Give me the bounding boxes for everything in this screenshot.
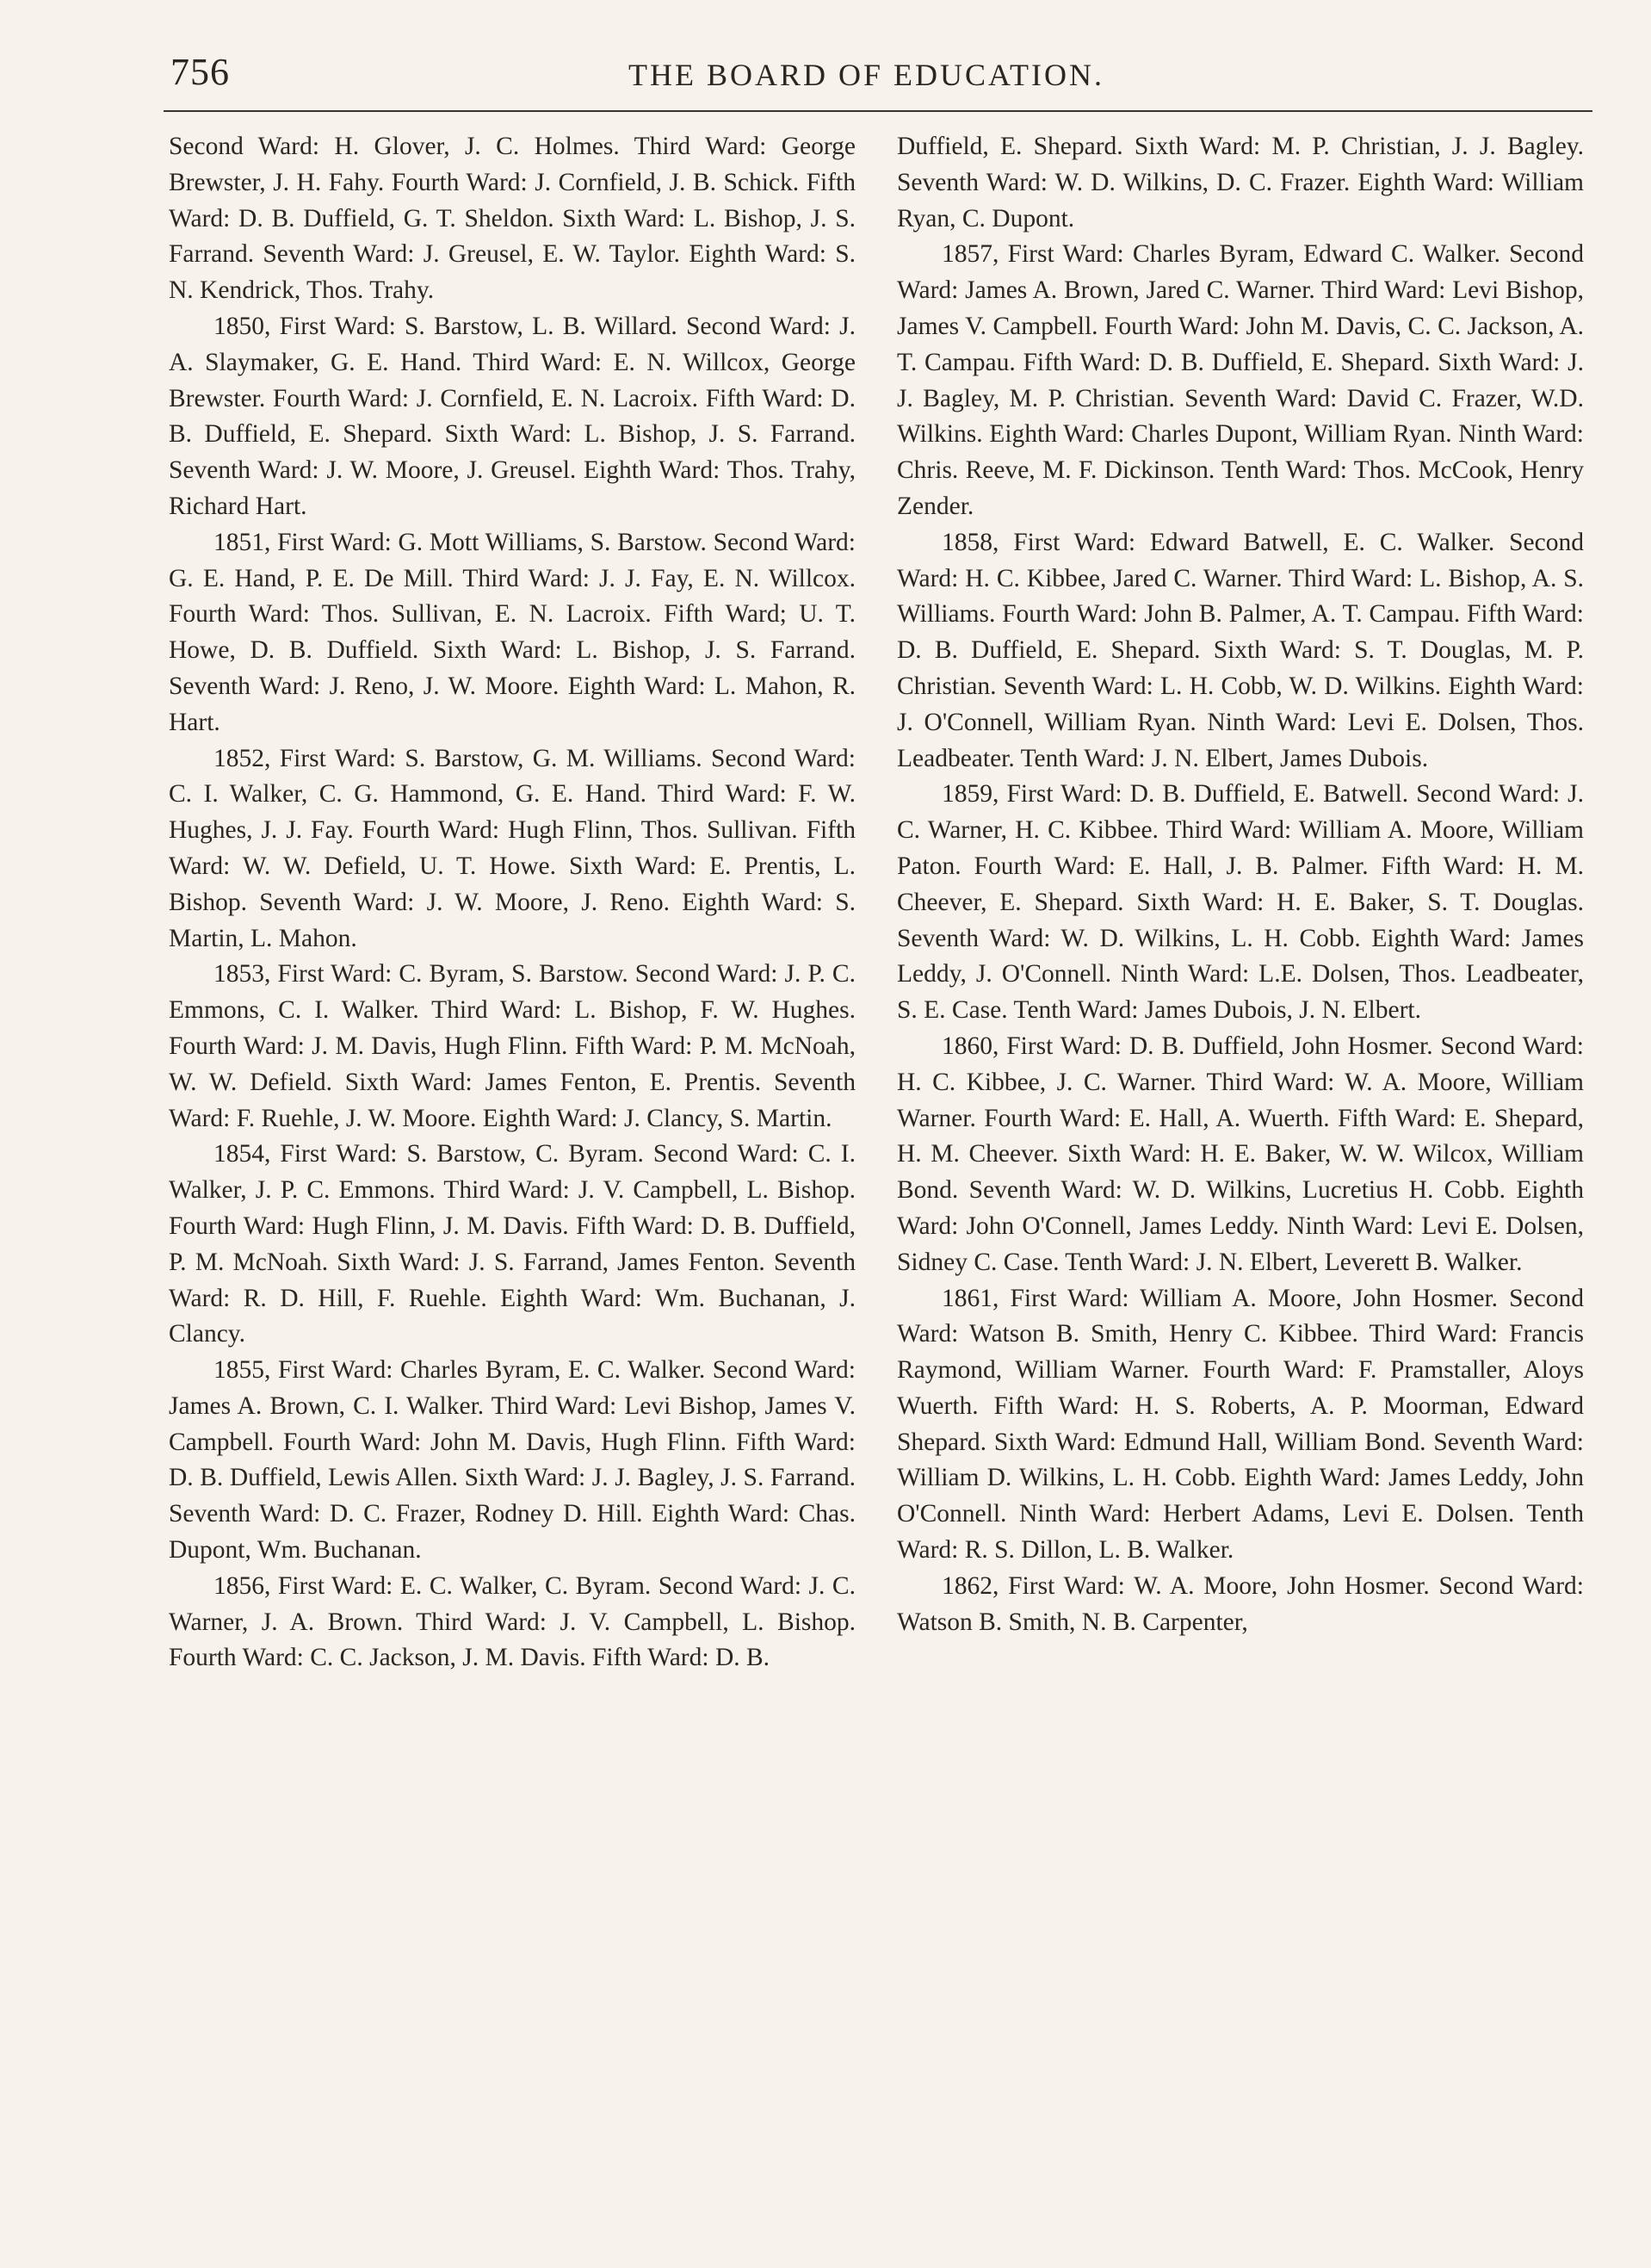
paragraph-1851: 1851, First Ward: G. Mott Williams, S. Barstow. Second Ward: G. E. Hand, P. E. De Mill. Third Ward: J. J. Fay, E. N. Willcox. Fourth Ward: Thos. Sullivan, E. N. Lacroix. Fifth Ward; U. T. Howe, D. B. Duffield. Sixth Ward: L. Bishop, J. S. Farrand. Seventh Ward: J. Reno, J. W. Moore. Eighth Ward: L. Mahon, R. Hart. [169, 528, 856, 736]
paragraph-1861: 1861, First Ward: William A. Moore, John Hosmer. Second Ward: Watson B. Smith, Henry C. Kibbee. Third Ward: Francis Raymond, William Warner. Fourth Ward: F. Pramstaller, Aloys Wuerth. Fifth Ward: H. S. Roberts, A. P. Moorman, Edward Shepard. Sixth Ward: Edmund Hall, William Bond. Seventh Ward: William D. Wilkins, L. H. Cobb. Eighth Ward: James Leddy, John O'Connell. Ninth Ward: Herbert Adams, Levi E. Dolsen. Tenth Ward: R. S. Dillon, L. B. Walker. [897, 1284, 1584, 1565]
paragraph-1856-continued: Duffield, E. Shepard. Sixth Ward: M. P. Christian, J. J. Bagley. Seventh Ward: W. D. Wilkins, D. C. Frazer. Eighth Ward: William Ryan, C. Dupont. [897, 133, 1584, 232]
paragraph-1857: 1857, First Ward: Charles Byram, Edward C. Walker. Second Ward: James A. Brown, Jared C. Warner. Third Ward: Levi Bishop, James V. Campbell. Fourth Ward: John M. Davis, C. C. Jackson, A. T. Campau. Fifth Ward: D. B. Duffield, E. Shepard. Sixth Ward: J. J. Bagley, M. P. Christian. Seventh Ward: David C. Frazer, W.D. Wilkins. Eighth Ward: Charles Dupont, William Ryan. Ninth Ward: Chris. Reeve, M. F. Dickinson. Tenth Ward: Thos. McCook, Henry Zender. [897, 240, 1584, 520]
paragraph-1850: 1850, First Ward: S. Barstow, L. B. Willard. Second Ward: J. A. Slaymaker, G. E. Hand. Third Ward: E. N. Willcox, George Brewster. Fourth Ward: J. Cornfield, E. N. Lacroix. Fifth Ward: D. B. Duffield, E. Shepard. Sixth Ward: L. Bishop, J. S. Farrand. Seventh Ward: J. W. Moore, J. Greusel. Eighth Ward: Thos. Trahy, Richard Hart. [169, 312, 856, 520]
paragraph-1855: 1855, First Ward: Charles Byram, E. C. Walker. Second Ward: James A. Brown, C. I. Walker. Third Ward: Levi Bishop, James V. Campbell. Fourth Ward: John M. Davis, Hugh Flinn. Fifth Ward: D. B. Duffield, Lewis Allen. Sixth Ward: J. J. Bagley, J. S. Farrand. Seventh Ward: D. C. Frazer, Rodney D. Hill. Eighth Ward: Chas. Dupont, Wm. Buchanan. [169, 1356, 856, 1565]
left-column [169, 129, 856, 2213]
paragraph-1860: 1860, First Ward: D. B. Duffield, John Hosmer. Second Ward: H. C. Kibbee, J. C. Warner. Third Ward: W. A. Moore, William Warner. Fourth Ward: E. Hall, A. Wuerth. Fifth Ward: E. Shepard, H. M. Cheever. Sixth Ward: H. E. Baker, W. W. Wilcox, William Bond. Seventh Ward: W. D. Wilkins, Lucretius H. Cobb. Eighth Ward: John O'Connell, James Leddy. Ninth Ward: Levi E. Dolsen, Sidney C. Case. Tenth Ward: J. N. Elbert, Leverett B. Walker. [897, 1032, 1584, 1276]
page-number: 756 [170, 51, 230, 93]
page-header [164, 50, 1592, 102]
paragraph-1858: 1858, First Ward: Edward Batwell, E. C. Walker. Second Ward: H. C. Kibbee, Jared C. Warner. Third Ward: L. Bishop, A. S. Williams. Fourth Ward: John B. Palmer, A. T. Campau. Fifth Ward: D. B. Duffield, E. Shepard. Sixth Ward: S. T. Douglas, M. P. Christian. Seventh Ward: L. H. Cobb, W. D. Wilkins. Eighth Ward: J. O'Connell, William Ryan. Ninth Ward: Levi E. Dolsen, Thos. Leadbeater. Tenth Ward: J. N. Elbert, James Dubois. [897, 528, 1584, 772]
paragraph-1859: 1859, First Ward: D. B. Duffield, E. Batwell. Second Ward: J. C. Warner, H. C. Kibbee. Third Ward: William A. Moore, William Paton. Fourth Ward: E. Hall, J. B. Palmer. Fifth Ward: H. M. Cheever, E. Shepard. Sixth Ward: H. E. Baker, S. T. Douglas. Seventh Ward: W. D. Wilkins, L. H. Cobb. Eighth Ward: James Leddy, J. O'Connell. Ninth Ward: L.E. Dolsen, Thos. Leadbeater, S. E. Case. Tenth Ward: James Dubois, J. N. Elbert. [897, 780, 1584, 1025]
paragraph-1856: 1856, First Ward: E. C. Walker, C. Byram. Second Ward: J. C. Warner, J. A. Brown. Third Ward: J. V. Campbell, L. Bishop. Fourth Ward: C. C. Jackson, J. M. Davis. Fifth Ward: D. B. [169, 1571, 856, 1672]
right-column [897, 129, 1584, 2213]
paragraph-1854: 1854, First Ward: S. Barstow, C. Byram. Second Ward: C. I. Walker, J. P. C. Emmons. Third Ward: J. V. Campbell, L. Bishop. Fourth Ward: Hugh Flinn, J. M. Davis. Fifth Ward: D. B. Duffield, P. M. McNoah. Sixth Ward: J. S. Farrand, James Fenton. Seventh Ward: R. D. Hill, F. Ruehle. Eighth Ward: Wm. Buchanan, J. Clancy. [169, 1140, 856, 1348]
paragraph-1852: 1852, First Ward: S. Barstow, G. M. Williams. Second Ward: C. I. Walker, C. G. Hammond, G. E. Hand. Third Ward: F. W. Hughes, J. J. Fay. Fourth Ward: Hugh Flinn, Thos. Sullivan. Fifth Ward: W. W. Defield, U. T. Howe. Sixth Ward: E. Prentis, L. Bishop. Seventh Ward: J. W. Moore, J. Reno. Eighth Ward: S. Martin, L. Mahon. [169, 744, 856, 952]
running-head: THE BOARD OF EDUCATION. [628, 58, 1104, 92]
text-columns [169, 129, 1593, 2213]
paragraph-1862: 1862, First Ward: W. A. Moore, John Hosmer. Second Ward: Watson B. Smith, N. B. Carpenter, [897, 1571, 1584, 1636]
header-rule [164, 110, 1592, 112]
paragraph-continued: Second Ward: H. Glover, J. C. Holmes. Third Ward: George Brewster, J. H. Fahy. Fourth Ward: J. Cornfield, J. B. Schick. Fifth Ward: D. B. Duffield, G. T. Sheldon. Sixth Ward: L. Bishop, J. S. Farrand. Seventh Ward: J. Greusel, E. W. Taylor. Eighth Ward: S. N. Kendrick, Thos. Trahy. [169, 133, 856, 305]
paragraph-1853: 1853, First Ward: C. Byram, S. Barstow. Second Ward: J. P. C. Emmons, C. I. Walker. Third Ward: L. Bishop, F. W. Hughes. Fourth Ward: J. M. Davis, Hugh Flinn. Fifth Ward: P. M. McNoah, W. W. Defield. Sixth Ward: James Fenton, E. Prentis. Seventh Ward: F. Ruehle, J. W. Moore. Eighth Ward: J. Clancy, S. Martin. [169, 960, 856, 1132]
